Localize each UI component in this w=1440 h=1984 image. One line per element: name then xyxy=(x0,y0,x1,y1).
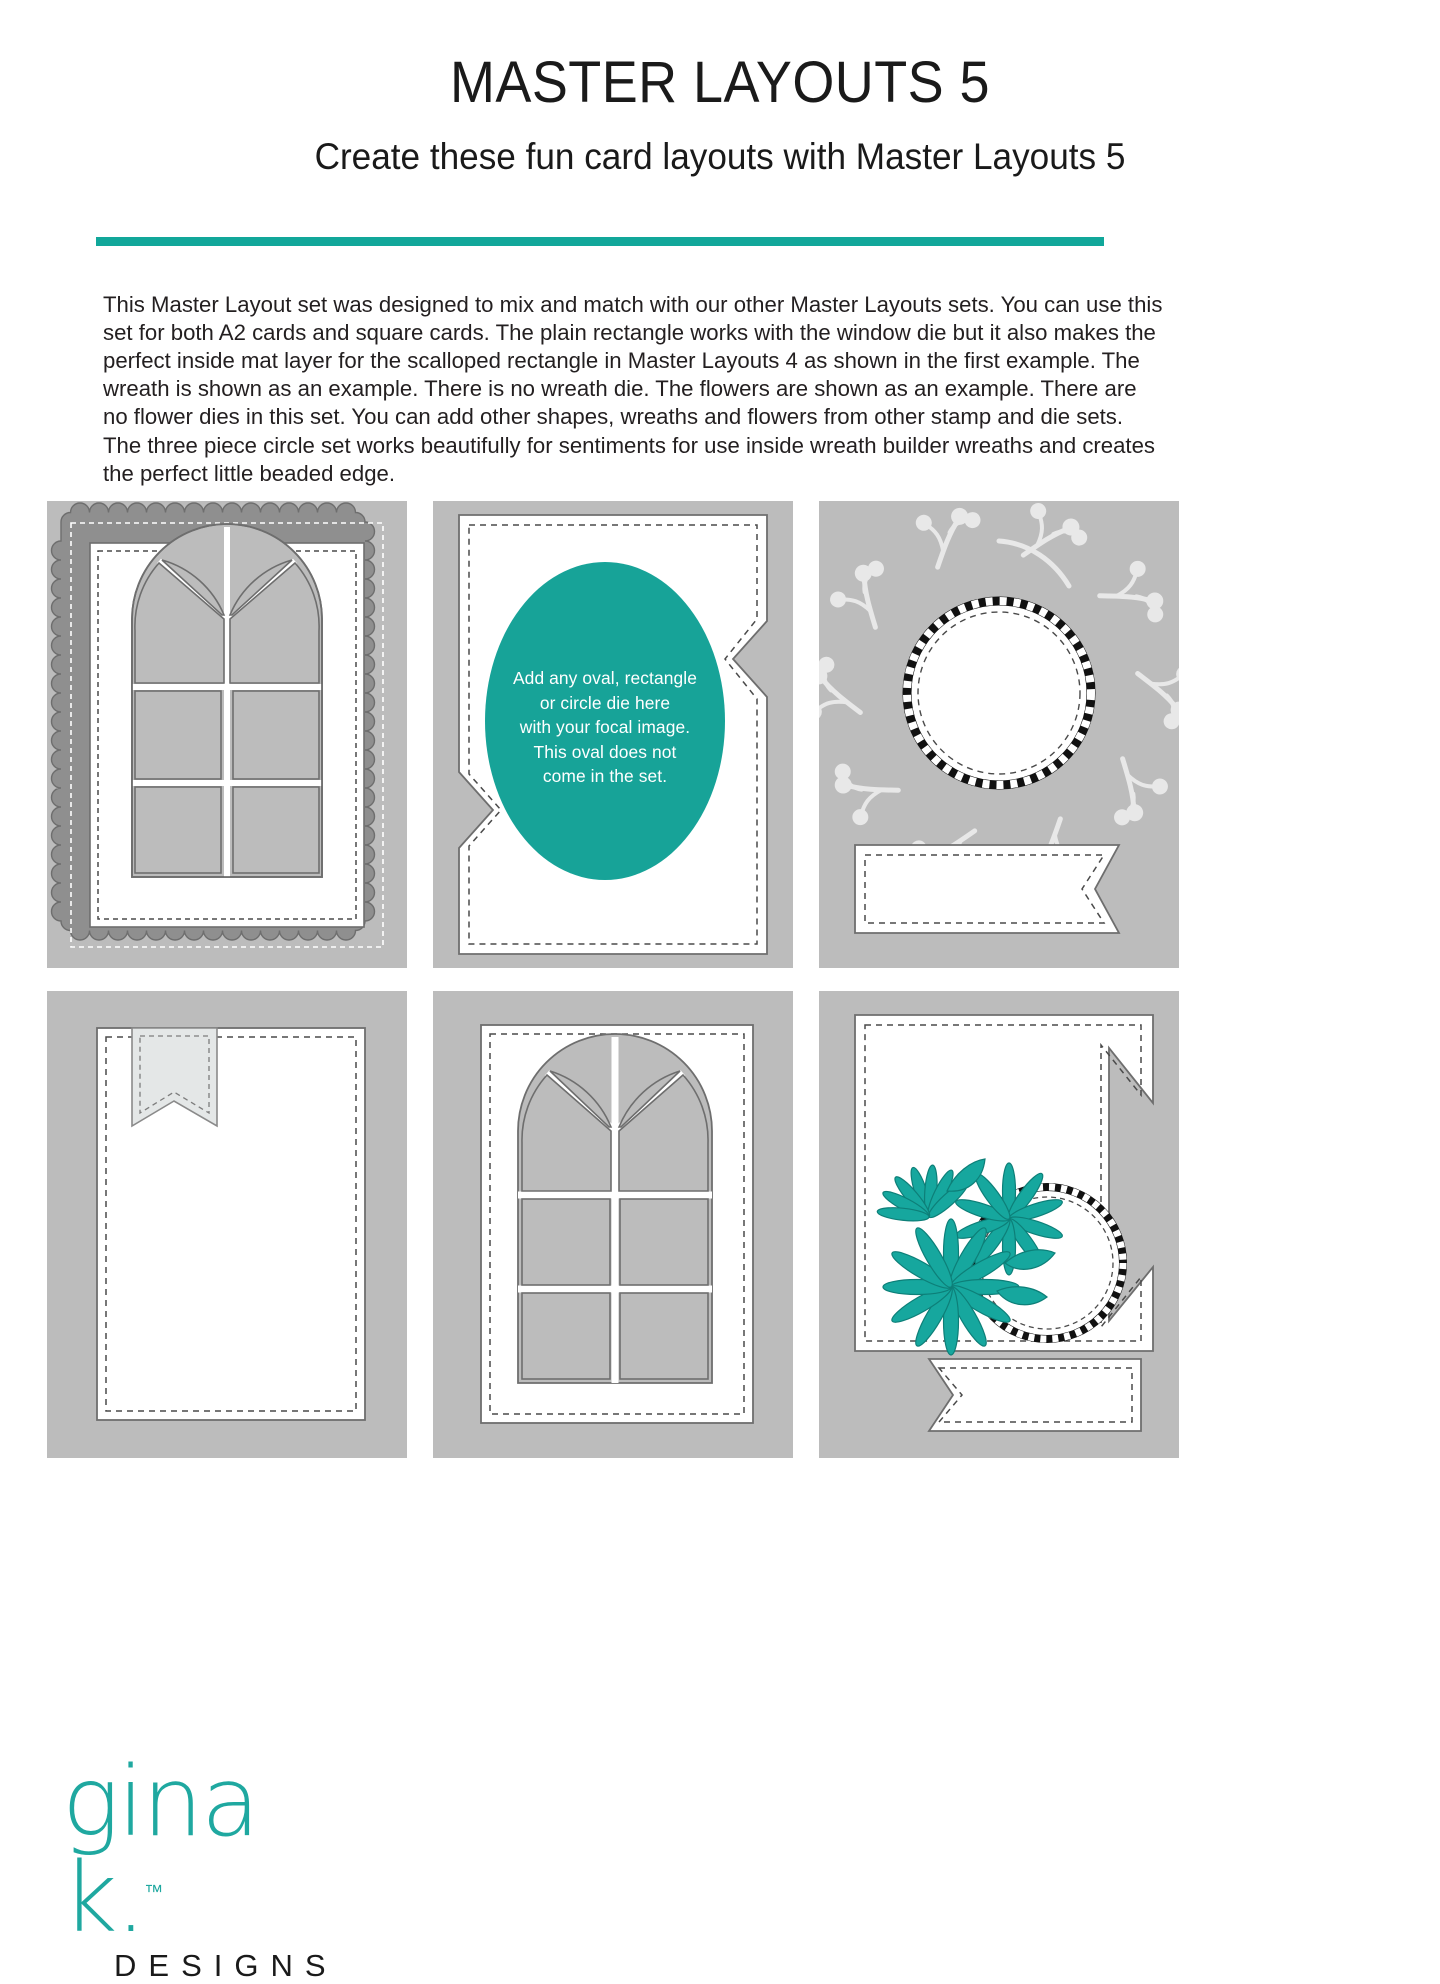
flowers-circle-illustration xyxy=(819,991,1179,1458)
layout-examples-grid xyxy=(47,501,1393,1458)
page-title: MASTER LAYOUTS 5 xyxy=(450,50,990,115)
oval-instruction-text xyxy=(485,666,725,789)
teal-divider-bar xyxy=(96,237,1104,246)
banner-flag xyxy=(929,1359,1141,1431)
oval-text-line: or circle die here xyxy=(539,692,671,713)
page-subtitle: Create these fun card layouts with Master Layouts 5 xyxy=(314,136,1126,177)
banner-flag xyxy=(855,845,1119,933)
panel-banner-oval[interactable] xyxy=(433,501,793,968)
brand-logo xyxy=(62,1746,382,1983)
panel-plain-banner[interactable] xyxy=(47,991,407,1458)
oval-text-line: This oval does not xyxy=(533,741,677,762)
oval-text-line: with your focal image. xyxy=(519,717,691,737)
trademark-icon: ™ xyxy=(144,1881,164,1903)
panel-wreath-circle[interactable] xyxy=(819,501,1179,968)
logo-word-text: gina k. xyxy=(62,1746,258,1954)
beaded-circle xyxy=(907,601,1091,785)
intro-paragraph: This Master Layout set was designed to mix and match with our other Master Layouts sets. You can use this set for both A2 cards and square cards. The plain rectangle works with the window die but it also makes the perfect inside mat layer for the scalloped rectangle in Master Layouts 4 as shown in the first example. The wreath is shown as an example. There is no wreath die. The flowers are shown as an example. There are no flower dies in this set. You can add other shapes, wreaths and flowers from other stamp and die sets. The three piece circle set works beautifully for sentiments for use inside wreath builder wreaths and creates the perfect little beaded edge. xyxy=(103,291,1163,486)
scalloped-window-illustration xyxy=(47,501,407,968)
logo-subtitle: DESIGNS xyxy=(114,1948,338,1983)
plain-rectangle-illustration xyxy=(47,991,407,1458)
logo-wordmark xyxy=(62,1746,382,1954)
grid-row xyxy=(47,501,1393,968)
panel-flowers-circle[interactable] xyxy=(819,991,1179,1458)
oval-text-line: come in the set. xyxy=(542,766,668,786)
arched-window-card-illustration xyxy=(433,991,793,1458)
panel-scalloped-window[interactable] xyxy=(47,501,407,968)
panel-window[interactable] xyxy=(433,991,793,1458)
wreath-circle-illustration xyxy=(819,501,1179,968)
oval-text-line: Add any oval, rectangle xyxy=(512,668,698,688)
grid-row xyxy=(47,991,1393,1458)
